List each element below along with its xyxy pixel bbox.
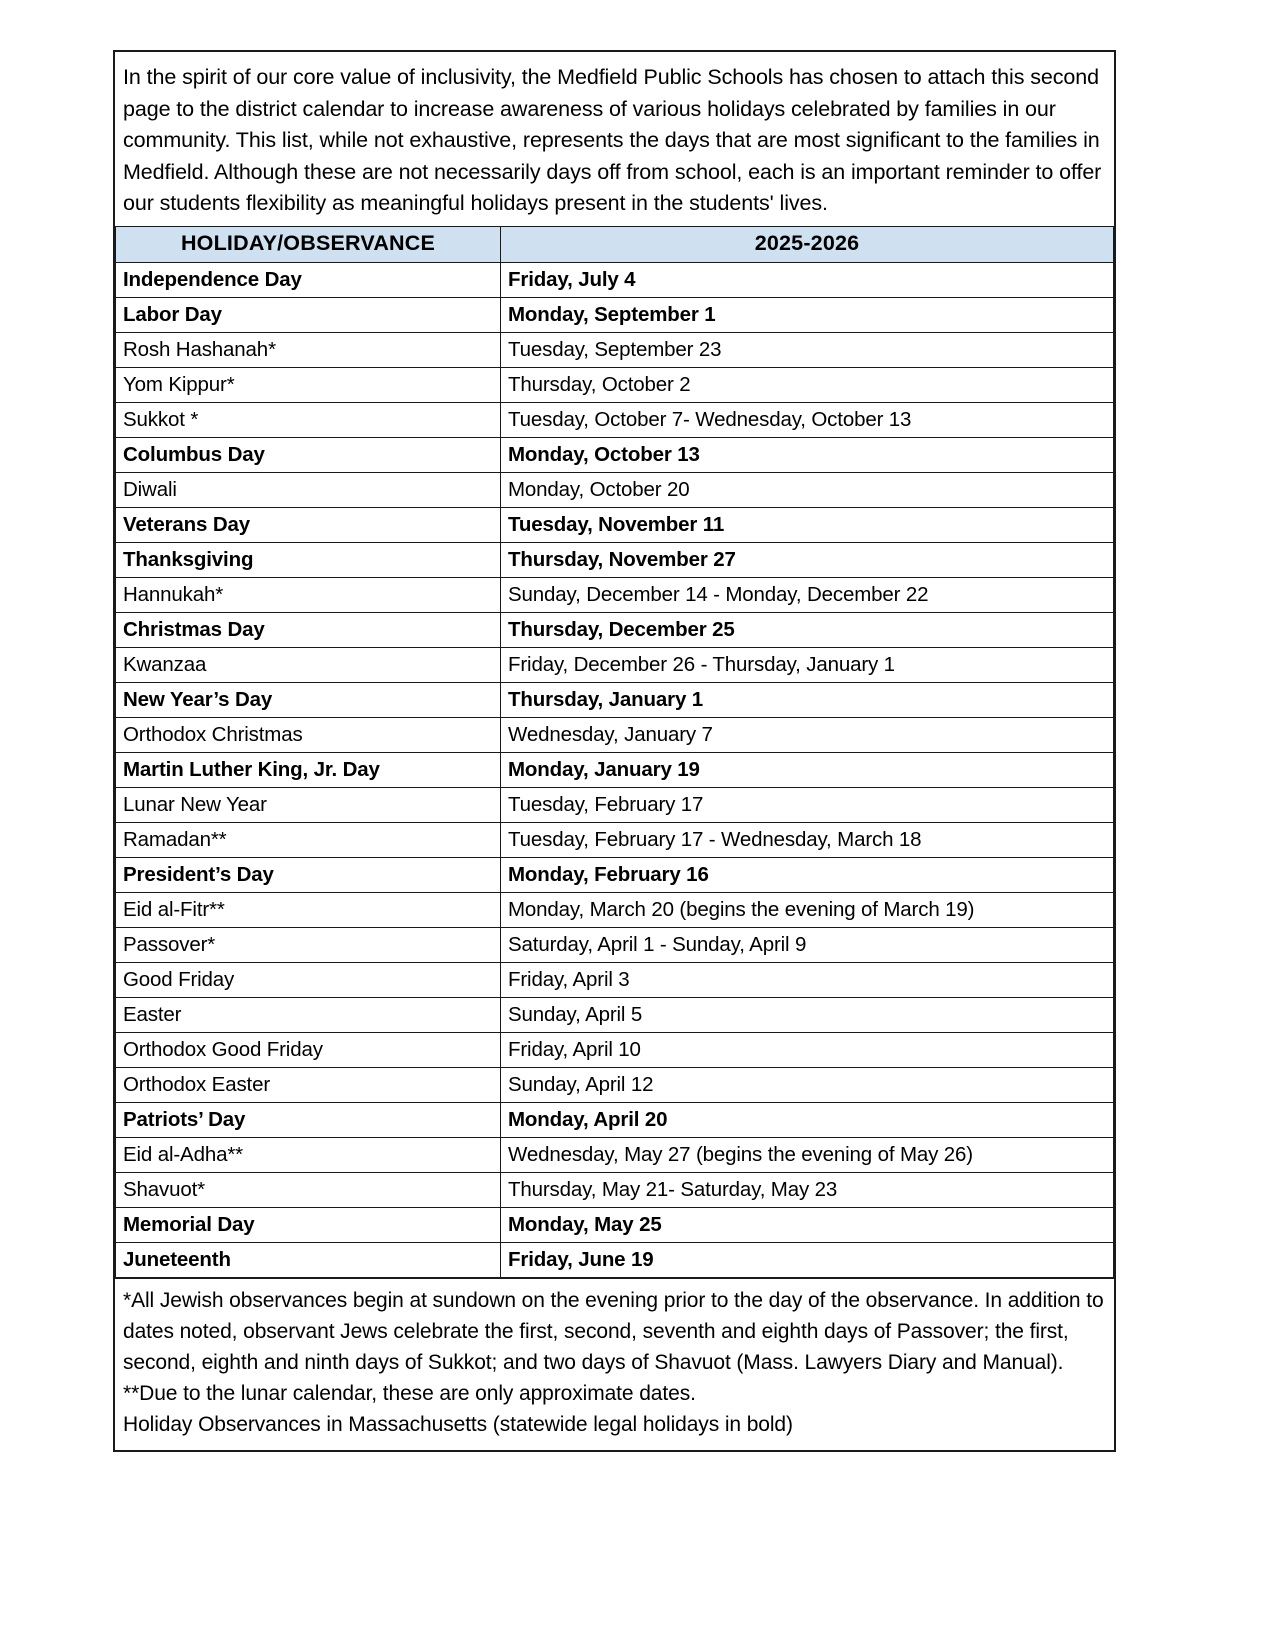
holiday-date-cell: Tuesday, September 23 (501, 332, 1114, 367)
holiday-date-cell: Sunday, April 5 (501, 997, 1114, 1032)
table-row (116, 1137, 1114, 1172)
holiday-date-cell: Tuesday, November 11 (501, 507, 1114, 542)
holiday-name-cell: Orthodox Good Friday (116, 1032, 501, 1067)
holiday-date-cell: Monday, May 25 (501, 1207, 1114, 1242)
holiday-name-cell: Orthodox Easter (116, 1067, 501, 1102)
footnotes-section (115, 1278, 1114, 1450)
holiday-name-cell: Lunar New Year (116, 787, 501, 822)
holiday-observance-document (113, 50, 1116, 1452)
table-row (116, 1207, 1114, 1242)
table-row (116, 892, 1114, 927)
intro-paragraph: In the spirit of our core value of inclusivity, the Medfield Public Schools has chosen to attach this second page to the district calendar to increase awareness of various holidays celebrated by families in our community. This list, while not exhaustive, represents the days that are most significant to the families in Medfield. Although these are not necessarily days off from school, each is an important reminder to offer our students flexibility as meaningful holidays present in the students' lives. (123, 65, 1102, 215)
holiday-name-cell: Christmas Day (116, 612, 501, 647)
table-row (116, 542, 1114, 577)
holiday-name-cell: Martin Luther King, Jr. Day (116, 752, 501, 787)
holiday-date-cell: Wednesday, May 27 (begins the evening of May 26) (501, 1137, 1114, 1172)
holiday-date-cell: Monday, October 20 (501, 472, 1114, 507)
holiday-date-cell: Sunday, December 14 - Monday, December 22 (501, 577, 1114, 612)
holiday-name-cell: Labor Day (116, 297, 501, 332)
table-row (116, 962, 1114, 997)
table-row (116, 577, 1114, 612)
holiday-name-cell: Thanksgiving (116, 542, 501, 577)
column-header-holiday: HOLIDAY/OBSERVANCE (116, 226, 501, 262)
table-row (116, 262, 1114, 297)
table-row (116, 1172, 1114, 1207)
footnote-lunar-calendar: **Due to the lunar calendar, these are only approximate dates. (123, 1381, 696, 1405)
holiday-name-cell: Kwanzaa (116, 647, 501, 682)
holiday-name-cell: President’s Day (116, 857, 501, 892)
holiday-name-cell: Yom Kippur* (116, 367, 501, 402)
holiday-name-cell: Juneteenth (116, 1242, 501, 1277)
holiday-date-cell: Tuesday, February 17 (501, 787, 1114, 822)
holiday-observance-table (115, 226, 1114, 1278)
holiday-date-cell: Friday, July 4 (501, 262, 1114, 297)
table-row (116, 332, 1114, 367)
table-row (116, 787, 1114, 822)
holiday-name-cell: Veterans Day (116, 507, 501, 542)
holiday-name-cell: Independence Day (116, 262, 501, 297)
holiday-name-cell: Orthodox Christmas (116, 717, 501, 752)
table-row (116, 822, 1114, 857)
table-row (116, 402, 1114, 437)
table-row (116, 1102, 1114, 1137)
holiday-date-cell: Saturday, April 1 - Sunday, April 9 (501, 927, 1114, 962)
holiday-name-cell: Ramadan** (116, 822, 501, 857)
holiday-date-cell: Thursday, October 2 (501, 367, 1114, 402)
holiday-date-cell: Monday, October 13 (501, 437, 1114, 472)
holiday-name-cell: Easter (116, 997, 501, 1032)
table-row (116, 997, 1114, 1032)
holiday-date-cell: Friday, April 3 (501, 962, 1114, 997)
table-row (116, 612, 1114, 647)
table-row (116, 472, 1114, 507)
holiday-date-cell: Tuesday, February 17 - Wednesday, March 18 (501, 822, 1114, 857)
holiday-name-cell: Eid al-Adha** (116, 1137, 501, 1172)
holiday-name-cell: Sukkot * (116, 402, 501, 437)
holiday-name-cell: Rosh Hashanah* (116, 332, 501, 367)
table-row (116, 1067, 1114, 1102)
holiday-date-cell: Friday, December 26 - Thursday, January 1 (501, 647, 1114, 682)
column-header-year: 2025-2026 (501, 226, 1114, 262)
table-row (116, 717, 1114, 752)
holiday-date-cell: Monday, April 20 (501, 1102, 1114, 1137)
holiday-date-cell: Friday, April 10 (501, 1032, 1114, 1067)
table-row (116, 437, 1114, 472)
footnote-jewish-observances: *All Jewish observances begin at sundown on the evening prior to the day of the observance. In addition to dates noted, observant Jews celebrate the first, second, seventh and eighth days of Passover; the first, second, eighth and ninth days of Sukkot; and two days of Shavuot (Mass. Lawyers Diary and Manual). (123, 1288, 1104, 1374)
holiday-name-cell: Diwali (116, 472, 501, 507)
table-row (116, 1242, 1114, 1277)
holiday-name-cell: Good Friday (116, 962, 501, 997)
holiday-date-cell: Thursday, May 21- Saturday, May 23 (501, 1172, 1114, 1207)
holiday-date-cell: Monday, March 20 (begins the evening of March 19) (501, 892, 1114, 927)
table-row (116, 297, 1114, 332)
table-row (116, 647, 1114, 682)
holiday-name-cell: Memorial Day (116, 1207, 501, 1242)
footnote-statewide-holidays: Holiday Observances in Massachusetts (statewide legal holidays in bold) (123, 1412, 793, 1436)
table-row (116, 507, 1114, 542)
holiday-date-cell: Tuesday, October 7- Wednesday, October 13 (501, 402, 1114, 437)
table-row (116, 927, 1114, 962)
holiday-name-cell: Shavuot* (116, 1172, 501, 1207)
table-header-row (116, 226, 1114, 262)
table-header (116, 226, 1114, 262)
holiday-date-cell: Monday, September 1 (501, 297, 1114, 332)
table-row (116, 752, 1114, 787)
table-row (116, 857, 1114, 892)
holiday-name-cell: Eid al-Fitr** (116, 892, 501, 927)
table-body (116, 262, 1114, 1277)
holiday-date-cell: Monday, February 16 (501, 857, 1114, 892)
holiday-date-cell: Thursday, November 27 (501, 542, 1114, 577)
holiday-name-cell: Patriots’ Day (116, 1102, 501, 1137)
holiday-date-cell: Monday, January 19 (501, 752, 1114, 787)
holiday-name-cell: Hannukah* (116, 577, 501, 612)
table-row (116, 1032, 1114, 1067)
holiday-date-cell: Thursday, December 25 (501, 612, 1114, 647)
holiday-date-cell: Thursday, January 1 (501, 682, 1114, 717)
table-row (116, 367, 1114, 402)
holiday-name-cell: Columbus Day (116, 437, 501, 472)
holiday-date-cell: Sunday, April 12 (501, 1067, 1114, 1102)
holiday-name-cell: New Year’s Day (116, 682, 501, 717)
holiday-name-cell: Passover* (116, 927, 501, 962)
table-row (116, 682, 1114, 717)
holiday-date-cell: Wednesday, January 7 (501, 717, 1114, 752)
holiday-date-cell: Friday, June 19 (501, 1242, 1114, 1277)
